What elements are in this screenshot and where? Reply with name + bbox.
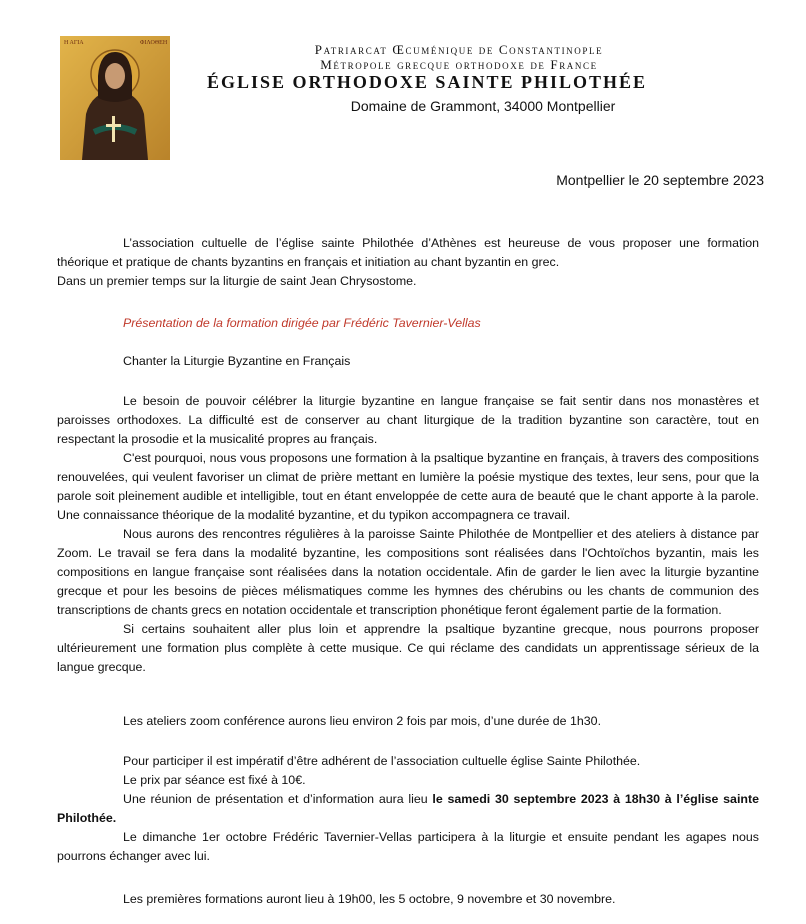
paragraph: Si certains souhaitent aller plus loin et apprendre la psaltique byzantine grecque, nous pourrons proposer ultérieurement une formation plus complète à cette musique. Ce qui réclame des candidats un apprentissage sérieux de la langue grecque. xyxy=(57,622,759,674)
letter-date: Montpellier le 20 septembre 2023 xyxy=(556,172,764,188)
intro-paragraph: L’association cultuelle de l’église sainte Philothée d’Athènes est heureuse de vous proposer une formation théorique et pratique de chants byzantins en français et initiation au chant byzantin en grec. xyxy=(57,236,759,269)
paragraph: Nous aurons des rencontres régulières à la paroisse Sainte Philothée de Montpellier et des ateliers à distance par Zoom. Le travail se fera dans la modalité byzantine, les compositions sont réalisées dans l'Ochtoïchos byzantin, mais les compositions en langue française sont réalisées dans la notation occidentale. Afin de garder le lien avec la liturgie byzantine grecque et pour les besoins de pièces mélismatiques comme les hymnes des chérubins ou les chants de communion des transcriptions de chants grecs en notation occidentale et transcription phonétique feront également partie de la formation. xyxy=(57,527,759,617)
header-patriarcat: Patriarcat Œcuménique de Constantinople xyxy=(314,42,604,57)
intro-liturgy-line: Dans un premier temps sur la liturgie de saint Jean Chrysostome. xyxy=(57,274,417,288)
practical-info xyxy=(57,752,759,866)
main-text xyxy=(57,392,759,677)
header-address: Domaine de Grammont, 34000 Montpellier xyxy=(350,98,616,114)
intro xyxy=(57,234,759,291)
meeting-prefix: Une réunion de présentation et d’information aura lieu xyxy=(123,792,433,806)
paragraph: C'est pourquoi, nous vous proposons une formation à la psaltique byzantine en français, à travers des compositions renouvelées, qui veulent favoriser un climat de prière mettant en lumière la poésie mystique des textes, leur sens, pour que la parole soit pleinement audible et intelligible, tout en étant enveloppée de cette aura de beauté que le chant apporte à la parole. Une connaissance théorique de la modalité byzantine, et du typikon accompagnera ce travail. xyxy=(57,451,759,522)
adherent-line: Pour participer il est impératif d’être adhérent de l’association cultuelle église Sainte Philothée. xyxy=(123,754,641,768)
presentation-title: Présentation de la formation dirigée par Frédéric Tavernier-Vellas xyxy=(123,316,481,330)
section-title: Chanter la Liturgie Byzantine en Français xyxy=(123,354,351,368)
icon-left-caption: Η ΑΓΙΑ xyxy=(64,40,84,46)
sunday-line: Le dimanche 1er octobre Frédéric Tavernier-Vellas participera à la liturgie et ensuite pendant les agapes nous pourrons échanger avec lui. xyxy=(57,830,759,863)
meeting-date: le samedi 30 septembre 2023 à 18h30 à l’église sainte Philothée. xyxy=(57,792,759,825)
icon-right-caption: ΦΙΛΟΘΕΗ xyxy=(140,40,168,46)
zoom-info: Les ateliers zoom conférence aurons lieu environ 2 fois par mois, d’une durée de 1h30. xyxy=(123,714,602,728)
paragraph: Le besoin de pouvoir célébrer la liturgie byzantine en langue française se fait sentir dans nos monastères et paroisses orthodoxes. La difficulté est de conserver au chant liturgique de la tradition byzantine son caractère, tout en respectant la prosodie et la musicalité propres au français. xyxy=(57,394,759,446)
meeting-line xyxy=(57,790,759,828)
price-line: Le prix par séance est fixé à 10€. xyxy=(123,773,306,787)
header-eglise: ÉGLISE ORTHODOXE SAINTE PHILOTHÉE xyxy=(207,72,647,92)
header-metropole: Métropole grecque orthodoxe de France xyxy=(320,57,598,72)
first-sessions: Les premières formations auront lieu à 19h00, les 5 octobre, 9 novembre et 30 novembre. xyxy=(123,892,616,906)
